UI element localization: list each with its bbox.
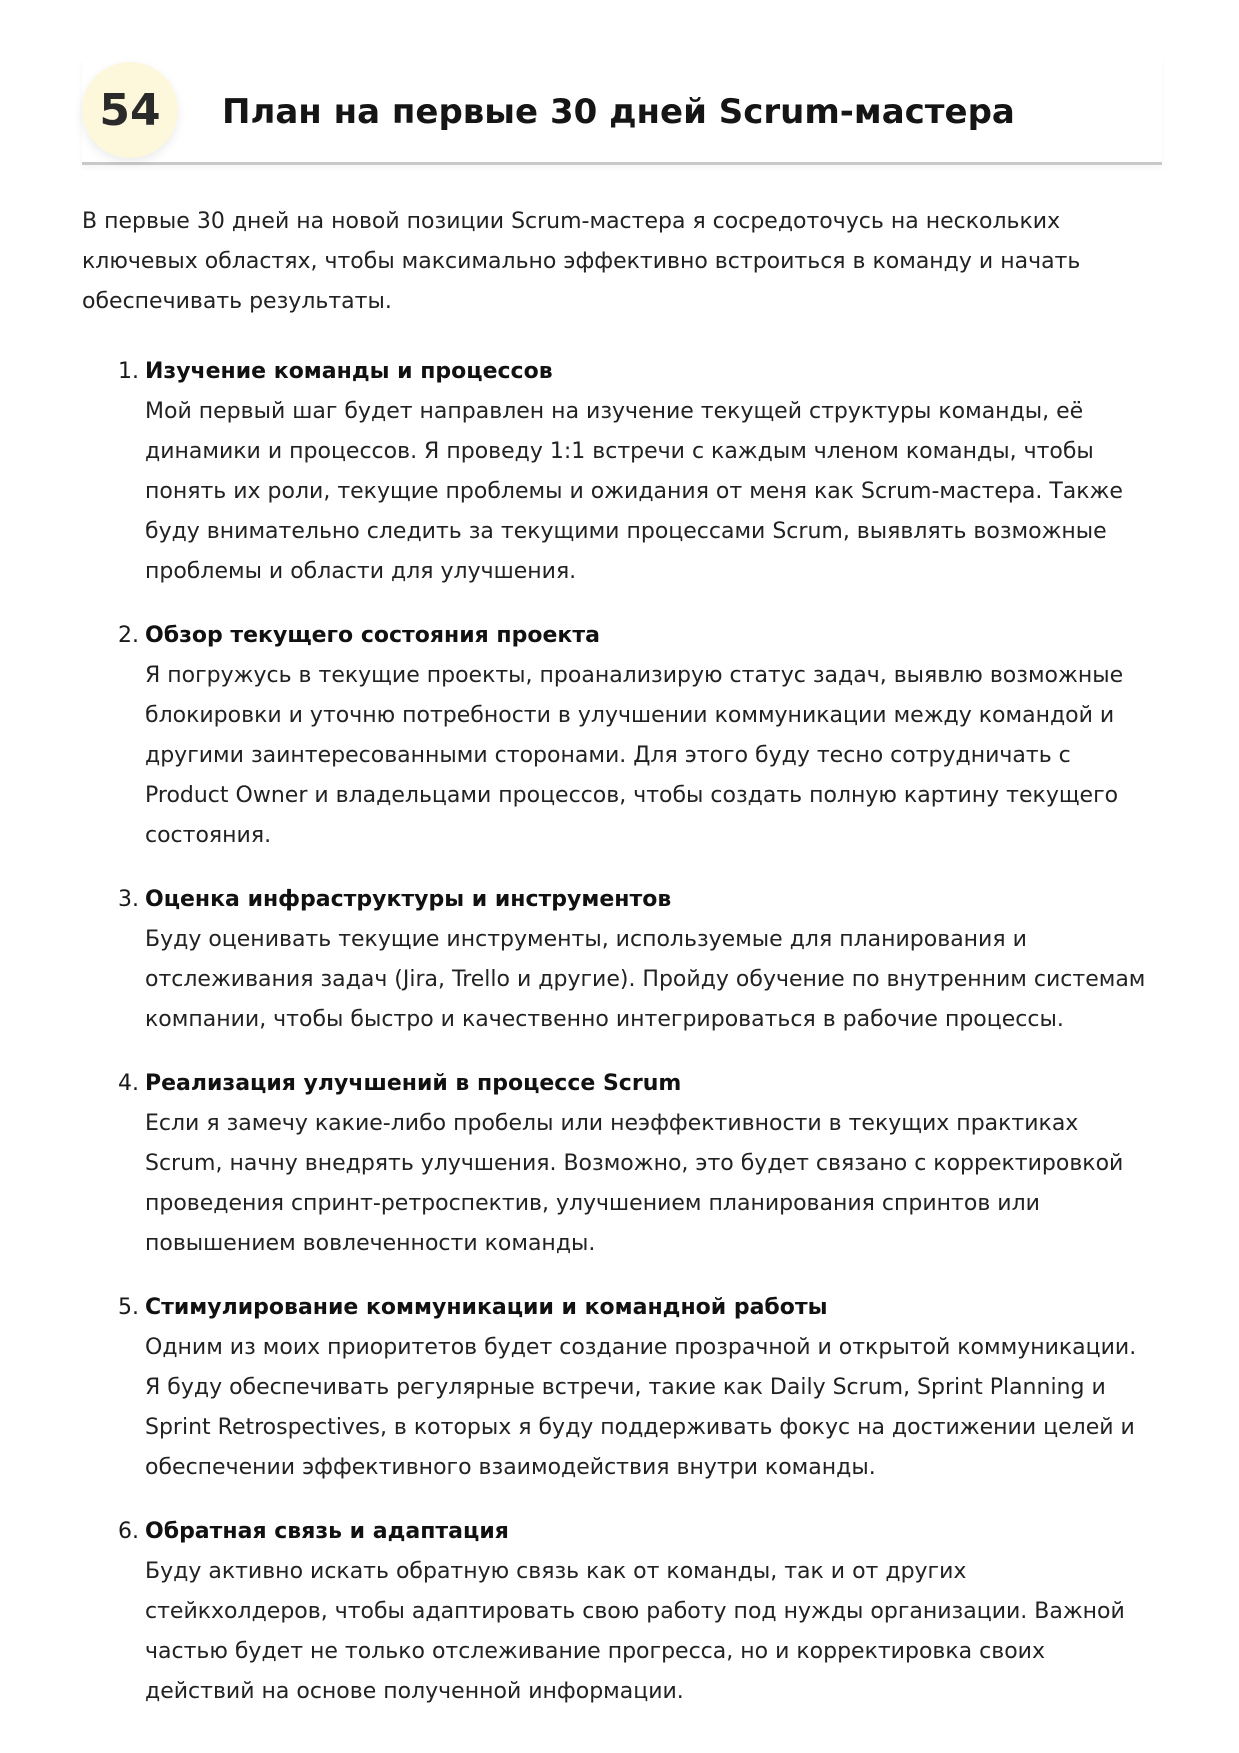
page-header — [82, 58, 1162, 165]
list-item-title: Реализация улучшений в процессе Scrum — [145, 1071, 682, 1096]
page-number-badge: 54 — [82, 62, 178, 158]
list-item — [82, 352, 1162, 592]
list-item-text: Если я замечу какие-либо пробелы или неэффективности в текущих практиках Scrum, начну внедрять улучшения. Возможно, это будет связано с корректировкой проведения спринт-ретроспектив, улучшением планирования спринтов или повышением вовлеченности команды. — [145, 1111, 1124, 1256]
list-item-text: Я погружусь в текущие проекты, проанализирую статус задач, выявлю возможные блокировки и уточню потребности в улучшении коммуникации между командой и другими заинтересованными сторонами. Для этого буду тесно сотрудничать с Product Owner и владельцами процессов, чтобы создать полную картину текущего состояния. — [145, 663, 1124, 848]
list-item-text: Буду оценивать текущие инструменты, используемые для планирования и отслеживания задач (Jira, Trello и другие). Пройду обучение по внутренним системам компании, чтобы быстро и качественно интегрироваться в рабочие процессы. — [145, 927, 1146, 1032]
list-item-title: Изучение команды и процессов — [145, 359, 553, 384]
list-item-text: Буду активно искать обратную связь как от команды, так и от других стейкхолдеров, чтобы адаптировать свою работу под нужды организации. Важной частью будет не только отслеживание прогресса, но и корректировка своих действий на основе полученной информации. — [145, 1559, 1125, 1704]
list-item-title: Обзор текущего состояния проекта — [145, 623, 600, 648]
list-item-text: Одним из моих приоритетов будет создание прозрачной и открытой коммуникации. Я буду обеспечивать регулярные встречи, такие как Daily Scrum, Sprint Planning и Sprint Retrospectives, в которых я буду поддерживать фокус на достижении целей и обеспечении эффективного взаимодействия внутри команды. — [145, 1335, 1137, 1480]
list-item-number: 6. — [118, 1519, 139, 1544]
list-item-number: 1. — [118, 359, 139, 384]
list-item-number: 5. — [118, 1295, 139, 1320]
plan-list — [82, 352, 1162, 1736]
list-item-text: Мой первый шаг будет направлен на изучение текущей структуры команды, её динамики и процессов. Я проведу 1:1 встречи с каждым членом команды, чтобы понять их роли, текущие проблемы и ожидания от меня как Scrum-мастера. Также буду внимательно следить за текущими процессами Scrum, выявлять возможные проблемы и области для улучшения. — [145, 399, 1123, 584]
list-item-title: Стимулирование коммуникации и командной работы — [145, 1295, 828, 1320]
list-item — [82, 1064, 1162, 1264]
list-item — [82, 616, 1162, 856]
list-item-number: 3. — [118, 887, 139, 912]
list-item — [82, 1288, 1162, 1488]
list-item — [82, 880, 1162, 1040]
list-item-number: 4. — [118, 1071, 139, 1096]
list-item — [82, 1512, 1162, 1712]
list-item-number: 2. — [118, 623, 139, 648]
intro-paragraph: В первые 30 дней на новой позиции Scrum-мастера я сосредоточусь на нескольких ключевых областях, чтобы максимально эффективно встроиться в команду и начать обеспечивать результаты. — [82, 209, 1081, 314]
page-title: План на первые 30 дней Scrum-мастера — [222, 92, 1015, 132]
list-item-title: Обратная связь и адаптация — [145, 1519, 509, 1544]
list-item-title: Оценка инфраструктуры и инструментов — [145, 887, 672, 912]
